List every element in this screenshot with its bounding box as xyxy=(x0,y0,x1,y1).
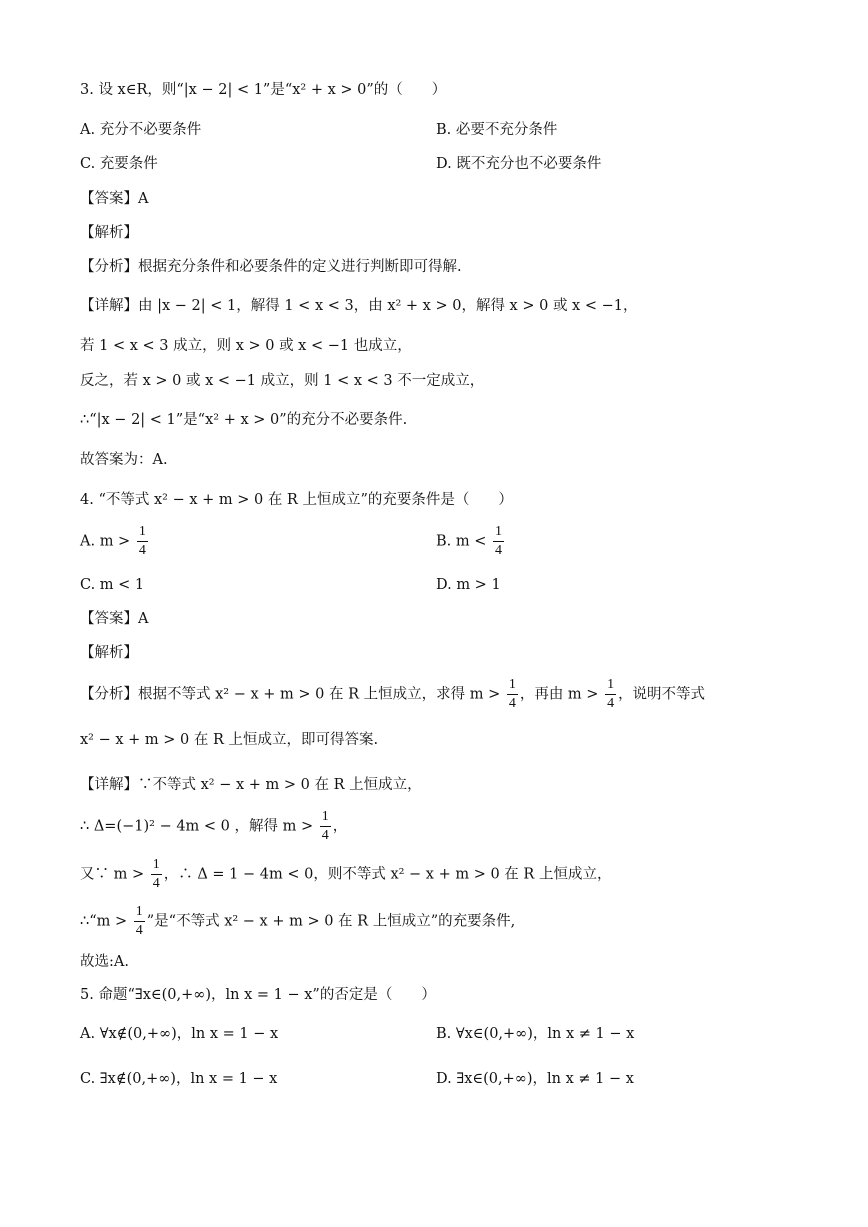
q4-detail-line-2 xyxy=(80,810,347,843)
q3-final: 故答案为：A. xyxy=(80,452,168,468)
q4-detail-3-part-1: 又∵ m > xyxy=(80,866,145,883)
q4-analysis-heading: 【解析】 xyxy=(80,645,138,661)
q4-detail-3-part-2: ，∴ Δ = 1 − 4m < 0，则不等式 x² − x + m > 0 在 R 上恒成立， xyxy=(163,866,612,883)
q4-detail-line-3 xyxy=(80,858,611,891)
q4-detail-2-part-1: ∴ Δ=(−1)² − 4m < 0 ，解得 m > xyxy=(80,818,314,835)
q3-detail-line-4: ∴“|x − 2| < 1”是“x² + x > 0”的充分不必要条件. xyxy=(80,412,408,428)
q4-detail-4-part-2: ”是“不等式 x² − x + m > 0 在 R 上恒成立”的充要条件, xyxy=(146,913,516,930)
q4-detail-line-4 xyxy=(80,905,515,938)
q4-option-b xyxy=(436,525,506,558)
q4-detail-line-1: 【详解】∵不等式 x² − x + m > 0 在 R 上恒成立， xyxy=(80,777,422,793)
q4-fenxi-part-2: ，再由 m > xyxy=(519,686,599,703)
fraction-one-quarter: $\frac{1}{4}$ xyxy=(607,677,615,711)
q5-option-d: D. ∃x∈(0,+∞)，ln x ≠ 1 − x xyxy=(436,1071,634,1087)
q5-stem: 5. 命题“∃x∈(0,+∞)，ln x = 1 − x”的否定是（ ） xyxy=(80,987,436,1003)
q3-option-c: C. 充要条件 xyxy=(80,156,158,172)
fraction-one-quarter: $\frac{1}{4}$ xyxy=(135,904,143,938)
q5-option-a: A. ∀x∉(0,+∞)，ln x = 1 − x xyxy=(80,1026,279,1042)
q4-detail-2-part-2: ， xyxy=(332,818,348,835)
fraction-one-quarter: $\frac{1}{4}$ xyxy=(138,524,146,558)
q4-fenxi-line-2: x² − x + m > 0 在 R 上恒成立，即可得答案. xyxy=(80,732,379,748)
q3-option-d: D. 既不充分也不必要条件 xyxy=(436,156,602,172)
q4-option-b-label: B. m < xyxy=(436,533,487,550)
q3-answer: 【答案】A xyxy=(80,191,149,207)
q4-option-a-label: A. m > xyxy=(80,533,131,550)
q4-option-a xyxy=(80,525,150,558)
q3-option-a: A. 充分不必要条件 xyxy=(80,122,202,138)
q3-detail-line-1: 【详解】由 |x − 2| < 1，解得 1 < x < 3，由 x² + x > 0，解得 x > 0 或 x < −1， xyxy=(80,298,638,314)
q4-fenxi-part-3: ，说明不等式 xyxy=(618,686,706,703)
q4-final: 故选:A. xyxy=(80,954,129,970)
q3-fenxi: 【分析】根据充分条件和必要条件的定义进行判断即可得解. xyxy=(80,259,462,275)
q5-option-b: B. ∀x∈(0,+∞)，ln x ≠ 1 − x xyxy=(436,1026,635,1042)
fraction-one-quarter: $\frac{1}{4}$ xyxy=(152,857,160,891)
q4-answer: 【答案】A xyxy=(80,611,149,627)
q4-option-c: C. m < 1 xyxy=(80,577,145,593)
q4-stem: 4. “不等式 x² − x + m > 0 在 R 上恒成立”的充要条件是（ ） xyxy=(80,492,513,508)
q3-detail-line-3: 反之，若 x > 0 或 x < −1 成立，则 1 < x < 3 不一定成立， xyxy=(80,373,485,389)
q5-option-c: C. ∃x∉(0,+∞)，ln x = 1 − x xyxy=(80,1071,278,1087)
q4-option-d: D. m > 1 xyxy=(436,577,501,593)
q3-analysis-heading: 【解析】 xyxy=(80,225,138,241)
q3-detail-line-2: 若 1 < x < 3 成立，则 x > 0 或 x < −1 也成立， xyxy=(80,338,412,354)
fraction-one-quarter: $\frac{1}{4}$ xyxy=(495,524,502,558)
q4-fenxi xyxy=(80,678,705,711)
q3-stem: 3. 设 x∈R，则“|x − 2| < 1”是“x² + x > 0”的（ ） xyxy=(80,82,447,98)
fraction-one-quarter: $\frac{1}{4}$ xyxy=(321,809,329,843)
q3-option-b: B. 必要不充分条件 xyxy=(436,122,558,138)
q4-detail-4-part-1: ∴“m > xyxy=(80,913,128,930)
fraction-one-quarter: $\frac{1}{4}$ xyxy=(508,677,516,711)
q4-fenxi-part-1: 【分析】根据不等式 x² − x + m > 0 在 R 上恒成立，求得 m > xyxy=(80,686,501,703)
